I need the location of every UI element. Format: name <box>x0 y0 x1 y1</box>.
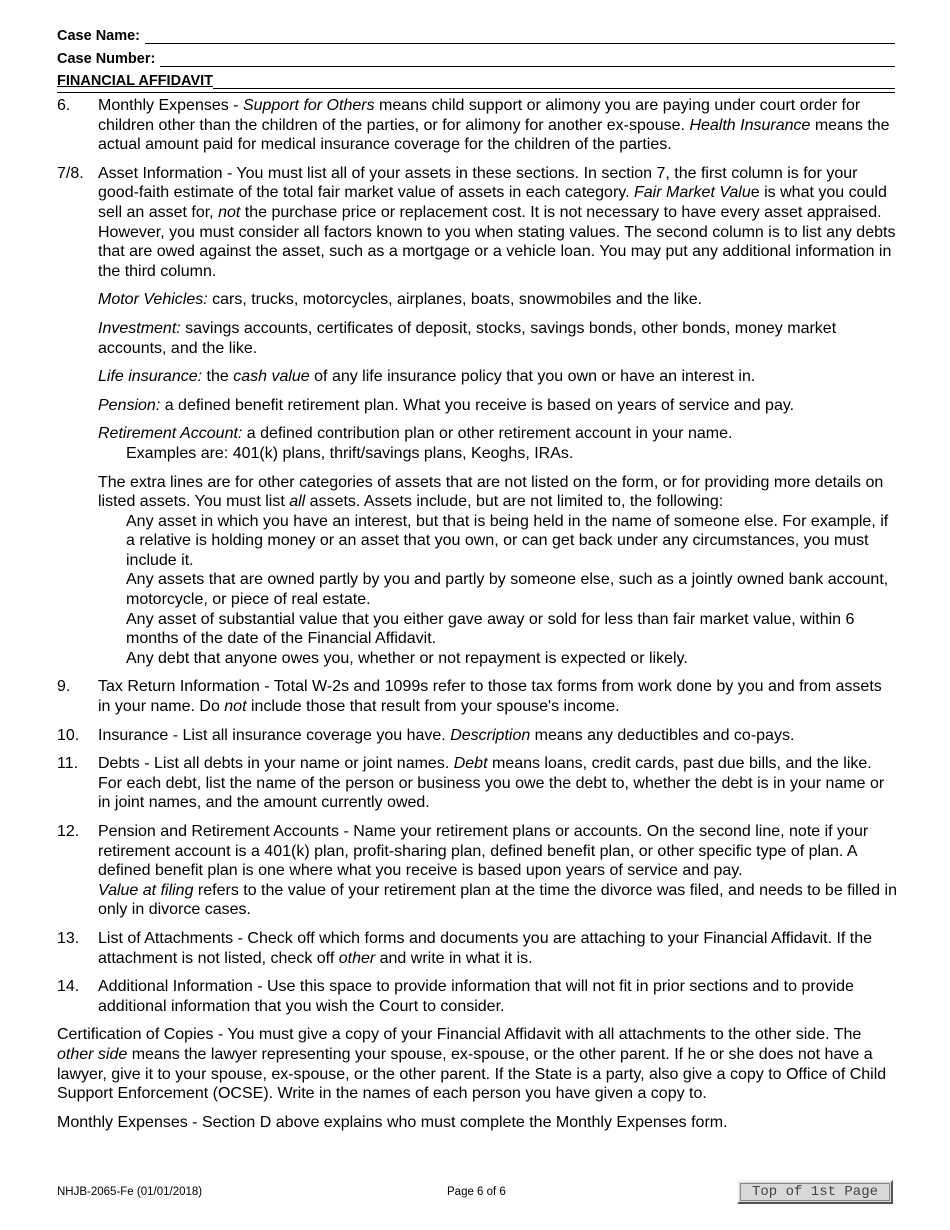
item-text: Debts - List all debts in your name or joint names. Debt means loans, credit cards, past due bills, and the like. For each debt, list the name of the person or business you owe the debt to, whether the debt is in your name or in joint names, and the amount currently owed. <box>98 755 885 812</box>
item-12 <box>57 822 897 920</box>
title-underline <box>213 74 895 89</box>
item-6 <box>57 96 897 155</box>
retirement-account-definition: Retirement Account: a defined contribution plan or other retirement account in your name. Examples are: 401(k) plans, thrift/savings plans, Keoghs, IRAs. <box>98 425 733 462</box>
certification-of-copies: Certification of Copies - You must give a copy of your Financial Affidavit with all attachments to the other side. The other side means the lawyer representing your spouse, ex-spouse, or the other parent. If he or she does not have a lawyer, give it to your spouse, ex-spouse, or the other parent. If the State is a party, also give a copy to Office of Child Support Enforcement (OCSE). Write in the names of each person you have given a copy to. <box>57 1026 887 1103</box>
item-number: 9. <box>57 678 71 696</box>
item-text: Additional Information - Use this space to provide information that will not fit in prior sections and to provide additional information that you wish the Court to consider. <box>98 978 854 1015</box>
asset-list-item: Any assets that are owned partly by you and partly by someone else, such as a jointly owned bank account, motorcycle, or piece of real estate. <box>126 571 889 609</box>
item-number: 12. <box>57 823 80 840</box>
item-number: 14. <box>57 978 80 996</box>
item-9 <box>57 677 897 716</box>
item-14 <box>57 977 897 1016</box>
extra-lines-paragraph: The extra lines are for other categories of assets that are not listed on the form, or for providing more details on listed assets. You must list all assets. Assets include, but are not limited to, the following: Any asset in which you have an interest, but that is being held in the name of someone else. For example, if a relative is holding money or an asset that you own, or can get back under any circumstances, you must include it. Any assets that are owned partly by you and partly by someone else, such as a jointly owned bank account, motorcycle, or piece of real estate. Any asset of substantial value that you either gave away or sold for less than fair market value, within 6 months of the date of the Financial Affidavit. Any debt that anyone owes you, whether or not repayment is expected or likely. <box>98 473 897 669</box>
item-text: List of Attachments - Check off which forms and documents you are attaching to your Financial Affidavit. If the attachment is not listed, check off other and write in what it is. <box>98 929 873 967</box>
pension-definition: Pension: a defined benefit retirement plan. What you receive is based on years of service and pay. <box>98 396 795 414</box>
item-10 <box>57 726 897 746</box>
header-divider <box>57 92 895 93</box>
item-number: 7/8. <box>57 164 84 182</box>
item-7-8 <box>57 164 897 669</box>
item-number: 13. <box>57 929 80 947</box>
asset-list-item: Any asset in which you have an interest, but that is being held in the name of someone else. For example, if a relative is holding money or an asset that you own, or can get back under any circumstances, you must include it. <box>126 512 889 569</box>
item-11 <box>57 754 897 813</box>
case-number-field[interactable] <box>160 52 895 67</box>
asset-list-item: Any asset of substantial value that you either gave away or sold for less than fair market value, within 6 months of the date of the Financial Affidavit. <box>126 610 855 648</box>
form-title: FINANCIAL AFFIDAVIT <box>57 73 213 89</box>
instructions-content <box>57 96 897 1141</box>
case-name-field[interactable] <box>145 29 895 44</box>
case-number-label: Case Number: <box>57 51 156 67</box>
case-number-row <box>57 51 895 67</box>
item-text: Tax Return Information - Total W-2s and 1099s refer to those tax forms from work done by you and from assets in your name. Do not include those that result from your spouse's income. <box>98 678 882 716</box>
asset-list-item: Any debt that anyone owes you, whether or not repayment is expected or likely. <box>126 649 688 667</box>
top-of-first-page-button[interactable] <box>737 1180 893 1204</box>
investment-definition: Investment: savings accounts, certificates of deposit, stocks, savings bonds, other bonds, money market accounts, and the like. <box>98 319 837 357</box>
item-text: Monthly Expenses - Support for Others means child support or alimony you are paying under court order for children other than the children of the parties, or for alimony for another ex-spouse. Health Insurance means the actual amount paid for medical insurance coverage for the children of the parties. <box>98 97 890 154</box>
form-title-row <box>57 73 895 89</box>
item-text <box>98 164 897 669</box>
page-number: Page 6 of 6 <box>447 1186 506 1198</box>
item-number: 10. <box>57 726 80 744</box>
form-id: NHJB-2065-Fe (01/01/2018) <box>57 1186 203 1198</box>
case-name-label: Case Name: <box>57 28 141 44</box>
item-text: Insurance - List all insurance coverage you have. Description means any deductibles and co-pays. <box>98 726 795 744</box>
item-number: 6. <box>57 97 71 114</box>
life-insurance-definition: Life insurance: the cash value of any life insurance policy that you own or have an interest in. <box>98 368 756 386</box>
case-name-row <box>57 28 895 44</box>
item-number: 11. <box>57 755 79 773</box>
monthly-expenses-note: Monthly Expenses - Section D above explains who must complete the Monthly Expenses form. <box>57 1113 728 1131</box>
motor-vehicles-definition: Motor Vehicles: cars, trucks, motorcycles, airplanes, boats, snowmobiles and the like. <box>98 291 703 309</box>
asset-info-paragraph: Asset Information - You must list all of your assets in these sections. In section 7, the first column is for your good-faith estimate of the total fair market value of assets in each category. Fair Market Value is what you could sell an asset for, not the purchase price or replacement cost. It is not necessary to have every asset appraised. However, you must consider all factors known to you when stating values. The second column is to list any debts that are owed against the asset, such as a mortgage or a vehicle loan. You may put any additional information in the third column. <box>98 164 896 280</box>
top-button-label: Top of 1st Page <box>751 1184 879 1200</box>
item-text: Pension and Retirement Accounts - Name your retirement plans or accounts. On the second line, note if your retirement account is a 401(k) plan, profit-sharing plan, defined benefit plan, or other specific type of plan. A defined benefit plan is one where what you receive is based upon years of service and pay. Value at filing refers to the value of your retirement plan at the time the divorce was filed, and needs to be filled in only in divorce cases. <box>98 823 897 919</box>
item-13 <box>57 929 897 968</box>
